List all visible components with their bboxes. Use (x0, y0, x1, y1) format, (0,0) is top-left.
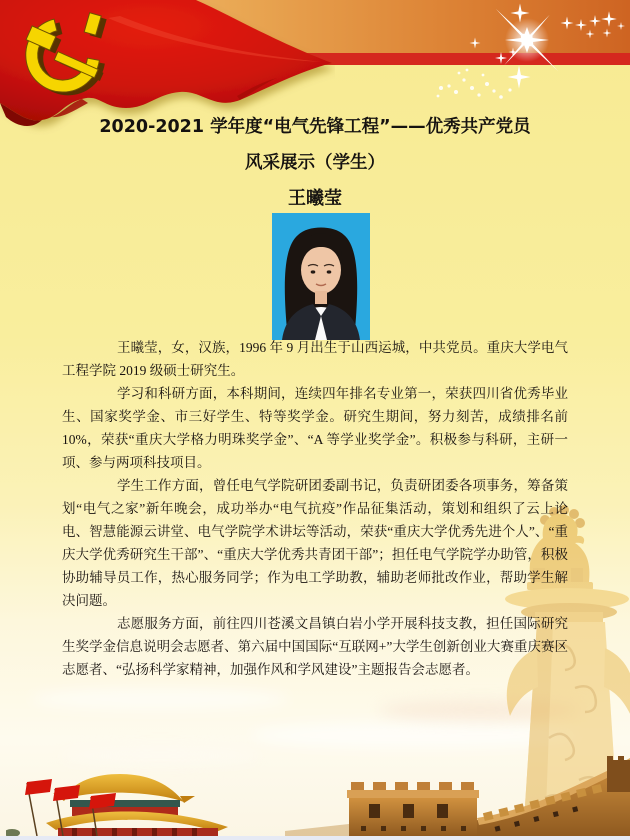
great-wall-icon (285, 746, 630, 836)
cloud-decoration (60, 747, 260, 765)
portrait-illustration (272, 213, 370, 340)
page-title-line-1: 2020-2021 学年度“电气先锋工程”——优秀共产党员 (99, 117, 531, 137)
sparkles-icon (415, 0, 630, 115)
cloud-decoration (30, 688, 290, 710)
bio-text (62, 336, 568, 681)
bottom-edge-strip (0, 836, 630, 840)
person-name: 王曦莹 (288, 188, 342, 209)
bio-paragraph-3: 学生工作方面，曾任电气学院研团委副书记，负责研团委各项事务，筹备策划“电气之家”新年晚会，成功举办“电气抗疫”作品征集活动，策划和组织了云上论电、智慧能源云讲堂、电气学院学术讲坛等活动，荣获“重庆大学优秀先进个人”、“重庆大学优秀研究生干部”、“重庆大学优秀共青团干部”；担任电气学院学办助管，积极协助辅导员工作，热心服务同学；作为电工学助教，辅助老师批改作业，帮助学生解决问题。 (62, 478, 568, 608)
bio-paragraph-1: 王曦莹，女，汉族，1996 年 9 月出生于山西运城，中共党员。重庆大学电气工程学院 2019 级硕士研究生。 (62, 340, 568, 378)
tiananmen-icon (6, 770, 236, 836)
bio-paragraph-2: 学习和科研方面，本科期间，连续四年排名专业第一，荣获四川省优秀毕业生、国家奖学金、市三好学生、特等奖学金。研究生期间，努力刻苦，成绩排名前 10%，荣获“重庆大学格力明珠奖学金”、“A 等学业奖学金”。积极参与科研，主研一项、参与两项科技项目。 (62, 386, 568, 470)
bio-paragraph-4: 志愿服务方面，前往四川苍溪文昌镇白岩小学开展科技支教，担任国际研究生奖学金信息说明会志愿者、第六届中国国际“互联网+”大学生创新创业大赛重庆赛区志愿者、“弘扬科学家精神，加强作风和学风建设”主题报告会志愿者。 (62, 616, 568, 677)
portrait-photo (272, 213, 370, 340)
page-title-line-2: 风采展示（学生） (245, 153, 385, 173)
